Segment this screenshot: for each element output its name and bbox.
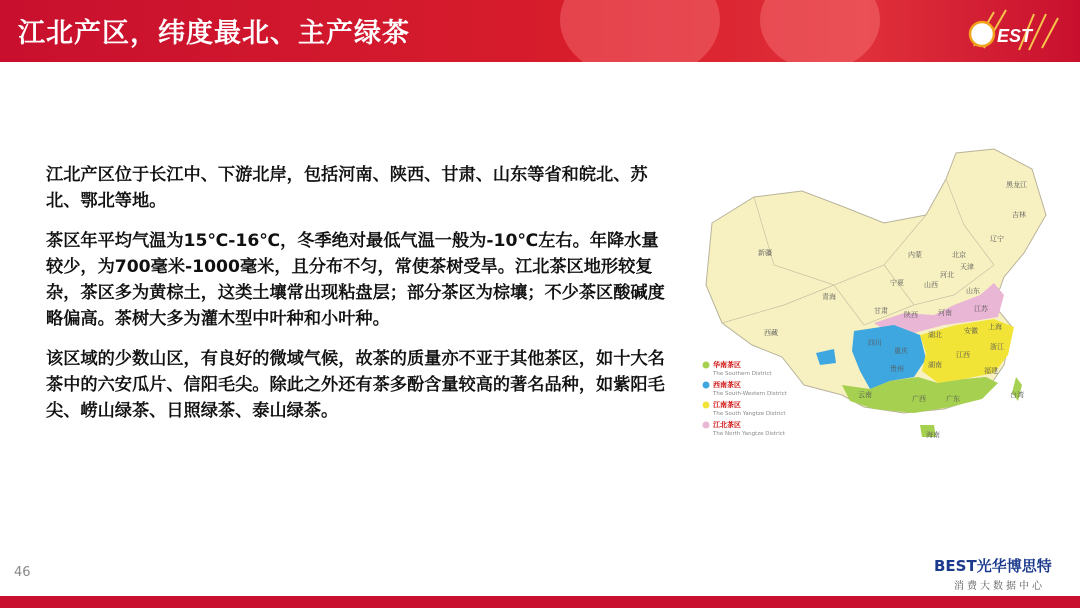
brand-subtitle: 消费大数据中心 [954, 581, 1045, 592]
paragraph-2: 茶区年平均气温为15℃-16℃，冬季绝对最低气温一般为-10℃左右。年降水量较少，为700毫米-1000毫米，且分布不匀，常使茶树受旱。江北茶区地形较复杂，茶区多为黄棕土，这类土壤常出现粘盘层；部分茶区为棕壤；不少茶区酸碱度略偏高。茶树大多为灌木型中叶种和小叶种。 [46, 231, 665, 329]
label-heilongjiang: 黑龙江 [1006, 181, 1027, 189]
label-zhejiang: 浙江 [990, 343, 1004, 351]
svg-text:西南茶区: 西南茶区 [713, 381, 741, 389]
label-jiangsu: 江苏 [974, 305, 988, 313]
label-hebei: 河北 [940, 271, 954, 279]
label-hunan: 湖南 [928, 361, 942, 369]
label-chongqing: 重庆 [894, 347, 908, 355]
label-qinghai: 青海 [822, 293, 836, 301]
label-shanxi: 山西 [924, 281, 938, 289]
label-taiwan: 台湾 [1010, 391, 1024, 399]
best-logo-icon [964, 6, 1064, 56]
svg-text:The Southern District: The Southern District [713, 371, 772, 377]
label-hubei: 湖北 [928, 331, 942, 339]
legend-southern [703, 360, 773, 377]
label-ningxia: 宁夏 [890, 279, 904, 287]
paragraph-1: 江北产区位于长江中、下游北岸，包括河南、陕西、甘肃、山东等省和皖北、苏北、鄂北等地。 [46, 165, 648, 211]
label-xinjiang: 新疆 [758, 249, 772, 257]
map-legend [703, 360, 788, 437]
label-henan: 河南 [938, 309, 952, 317]
svg-text:EST: EST [997, 26, 1033, 46]
legend-south-yangtze [703, 400, 787, 417]
label-shandong: 山东 [966, 287, 980, 295]
label-hainan: 海南 [926, 431, 940, 439]
page-number: 46 [14, 565, 31, 580]
label-anhui: 安徽 [964, 327, 978, 335]
label-shanghai: 上海 [988, 323, 1002, 331]
svg-text:华南茶区: 华南茶区 [713, 361, 741, 369]
label-jilin: 吉林 [1012, 211, 1026, 219]
label-tianjin: 天津 [960, 263, 974, 271]
legend-south-western [703, 380, 788, 397]
label-jiangxi: 江西 [956, 351, 970, 359]
svg-text:江北茶区: 江北茶区 [713, 421, 741, 429]
label-shaanxi: 陕西 [904, 311, 918, 319]
label-sichuan: 四川 [868, 339, 882, 347]
label-gansu: 甘肃 [874, 307, 888, 315]
label-beijing: 北京 [952, 251, 966, 259]
slide-title: 江北产区，纬度最北、主产绿茶 [18, 18, 410, 49]
label-yunnan: 云南 [858, 391, 872, 399]
brand-footer [934, 555, 1062, 591]
label-liaoning: 辽宁 [990, 235, 1004, 243]
paragraph-3: 该区域的少数山区，有良好的微域气候，故茶的质量亦不亚于其他茶区，如十大名茶中的六安瓜片、信阳毛尖。除此之外还有茶多酚含量较高的著名品种，如紫阳毛尖、崂山绿茶、日照绿茶、泰山绿茶。 [46, 349, 665, 421]
label-guangdong: 广东 [946, 395, 960, 403]
svg-text:The South-Western District: The South-Western District [713, 391, 787, 397]
header-banner [0, 0, 1080, 62]
body-text [46, 162, 666, 438]
label-xizang: 西藏 [764, 329, 778, 337]
label-guangxi: 广西 [912, 395, 926, 403]
legend-north-yangtze [703, 420, 786, 437]
svg-text:The North Yangtze District: The North Yangtze District [713, 431, 785, 437]
svg-text:The South Yangtze District: The South Yangtze District [713, 411, 786, 417]
svg-text:江南茶区: 江南茶区 [713, 401, 741, 409]
china-tea-region-map [694, 145, 1056, 445]
brand-name: BEST光华博思特 [934, 557, 1052, 575]
label-guizhou: 贵州 [890, 365, 904, 373]
label-neimeng: 内蒙 [908, 251, 922, 259]
footer-bar [0, 596, 1080, 608]
label-fujian: 福建 [984, 367, 998, 375]
